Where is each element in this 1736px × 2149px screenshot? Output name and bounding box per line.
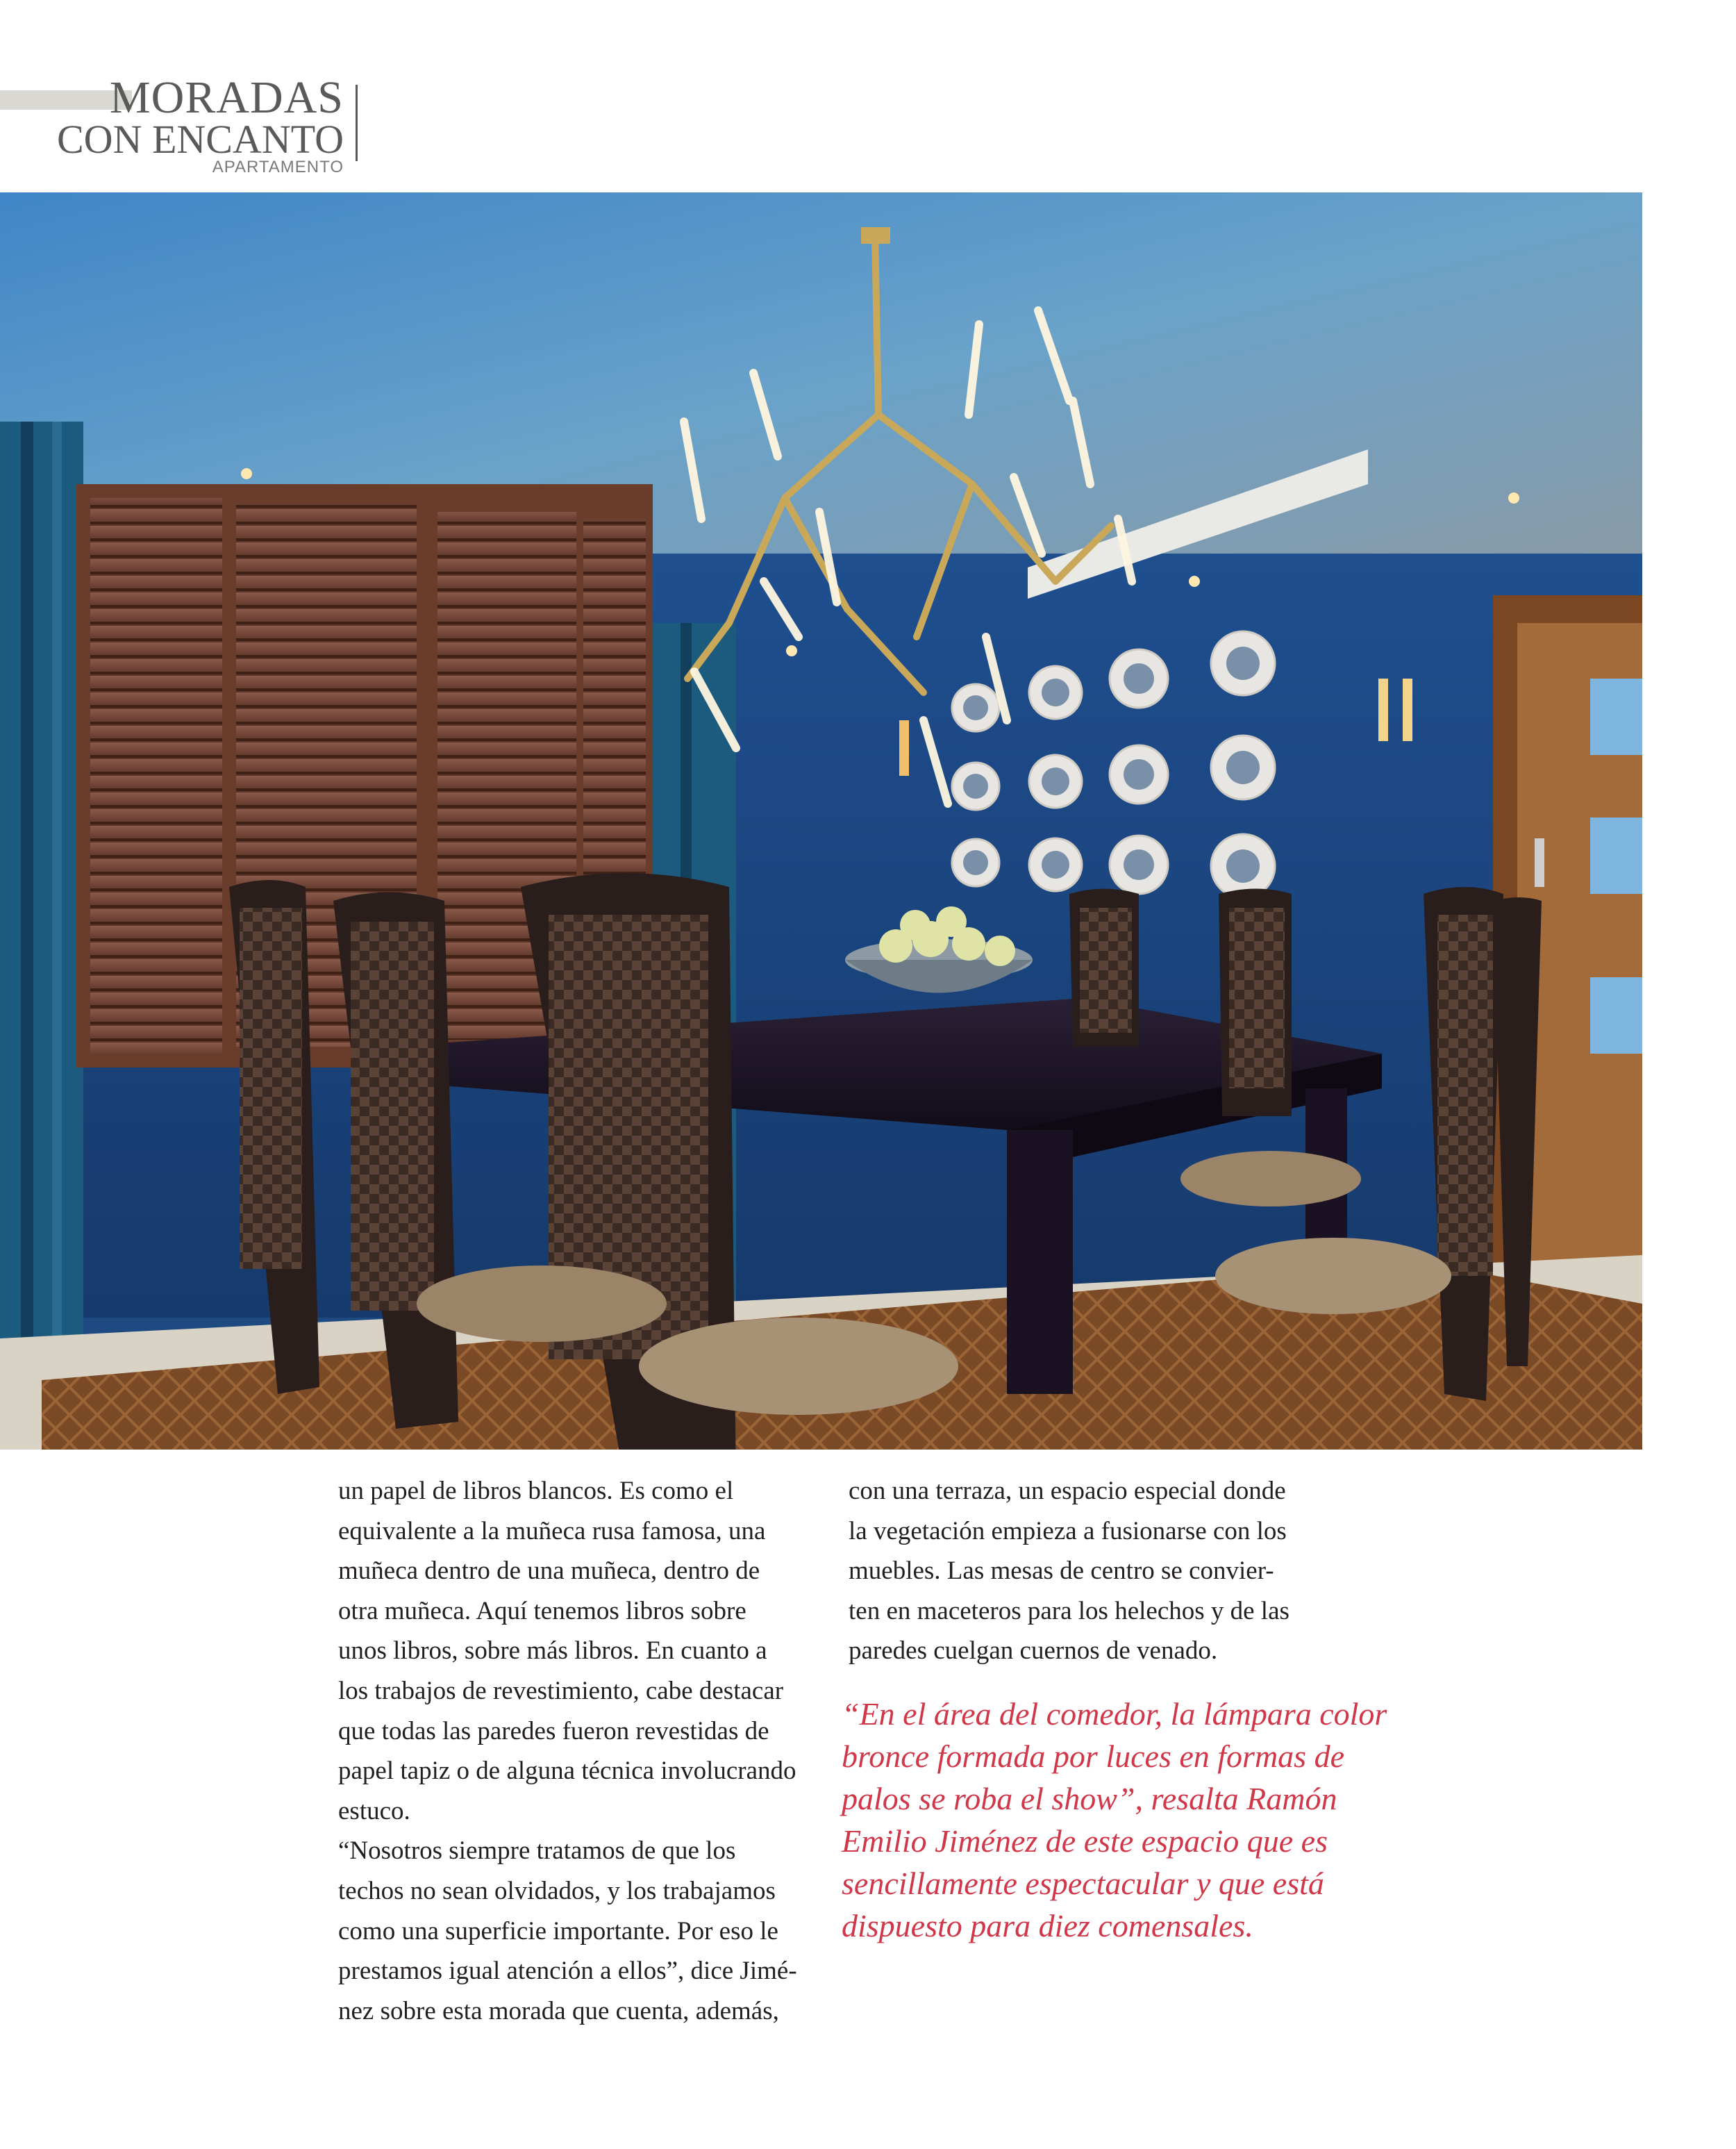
body-line: muñeca dentro de una muñeca, dentro de [338, 1557, 760, 1586]
section-title-line2: CON ENCANTO [57, 117, 344, 162]
pull-quote-line: sencillamente espectacular y que está [842, 1866, 1324, 1901]
body-line: los trabajos de revestimiento, cabe destacar [338, 1676, 784, 1705]
body-line: otra muñeca. Aquí tenemos libros sobre [338, 1596, 746, 1625]
body-line: paredes cuelgan cuernos de venado. [849, 1636, 1218, 1666]
body-line: la vegetación empieza a fusionarse con los [849, 1516, 1287, 1545]
section-subtitle: APARTAMENTO [212, 158, 344, 176]
body-line: “Nosotros siempre tratamos de que los [338, 1836, 736, 1866]
body-line: unos libros, sobre más libros. En cuanto a [338, 1636, 767, 1666]
pull-quote-line: “En el área del comedor, la lámpara color [842, 1696, 1387, 1732]
dining-room-photo [0, 192, 1642, 1450]
body-line: ten en maceteros para los helechos y de las [849, 1596, 1290, 1625]
body-column-right [849, 1471, 1321, 1671]
body-line: como una superficie importante. Por eso le [338, 1916, 778, 1945]
body-column-left [338, 1471, 810, 2031]
body-line: nez sobre esta morada que cuenta, además, [338, 1996, 779, 2025]
pull-quote-line: dispuesto para diez comensales. [842, 1908, 1253, 1943]
pull-quote-line: palos se roba el show”, resalta Ramón [842, 1781, 1337, 1816]
body-line: estuco. [338, 1796, 410, 1825]
logo-vertical-rule [356, 85, 358, 161]
pull-quote-line: bronce formada por luces en formas de [842, 1739, 1344, 1774]
body-line: que todas las paredes fueron revestidas de [338, 1716, 769, 1745]
section-title-line1: MORADAS [109, 72, 344, 123]
body-line: techos no sean olvidados, y los trabajamos [338, 1876, 776, 1905]
pull-quote [842, 1693, 1467, 1947]
section-logo [57, 72, 358, 179]
body-line: un papel de libros blancos. Es como el [338, 1477, 734, 1505]
body-line: prestamos igual atención a ellos”, dice Jimé- [338, 1957, 797, 1986]
pull-quote-line: Emilio Jiménez de este espacio que es [842, 1823, 1328, 1859]
body-line: papel tapiz o de alguna técnica involucrando [338, 1757, 796, 1786]
body-line: muebles. Las mesas de centro se convier- [849, 1557, 1274, 1586]
body-line: con una terraza, un espacio especial donde [849, 1477, 1286, 1505]
body-line: equivalente a la muñeca rusa famosa, una [338, 1516, 766, 1545]
